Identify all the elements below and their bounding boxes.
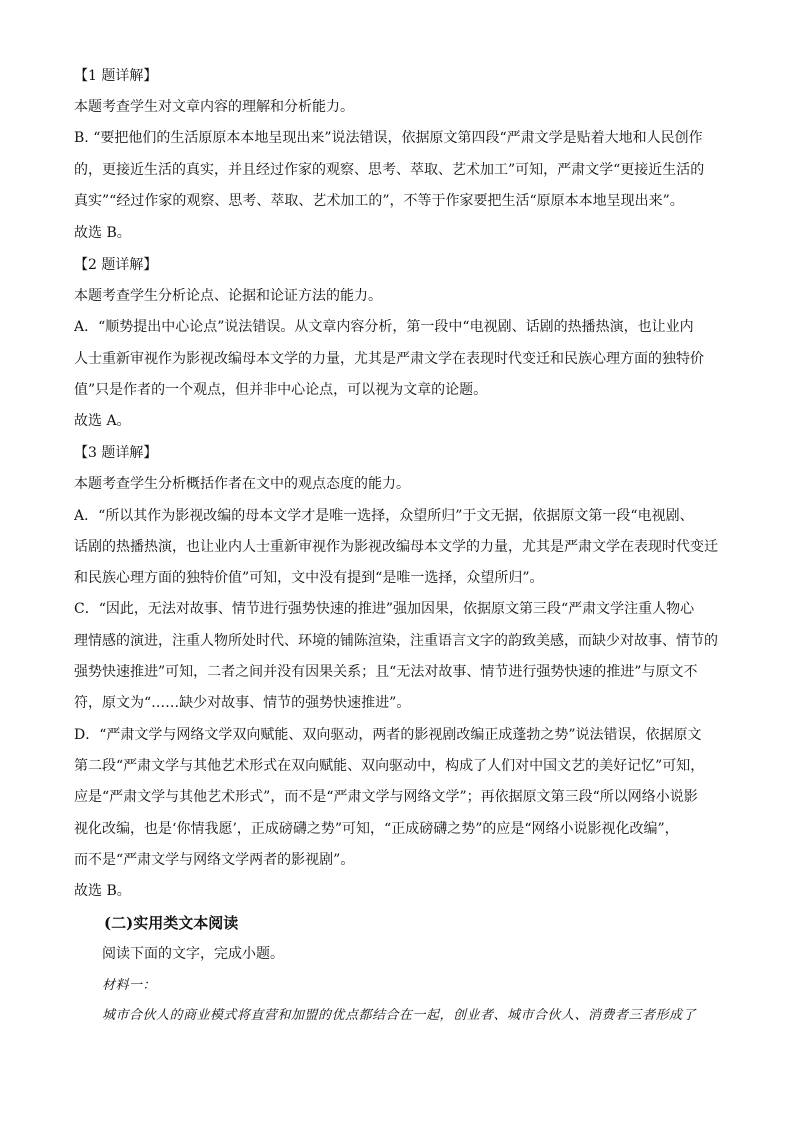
q3-line-1: A．“所以其作为影视改编的母本文学才是唯一选择，众望所归”于文无据，依据原文第一段“电视剧、 bbox=[74, 508, 694, 524]
q2-line-1: A．“顺势提出中心论点”说法错误。从文章内容分析，第一段中“电视剧、话剧的热播热演，也让业内 bbox=[74, 319, 694, 335]
q2-line-2: 人士重新审视作为影视改编母本文学的力量，尤其是严肃文学在表现时代变迁和民族心理方面的独特价 bbox=[74, 351, 704, 367]
material-text: 城市合伙人的商业模式将直营和加盟的优点都结合在一起，创业者、城市合伙人、消费者三者形成了 bbox=[102, 1008, 697, 1023]
q3-line-5: 理情感的演进，注重人物所处时代、环境的铺陈渲染，注重语言文字的韵致美感，而缺少对故事、情节的 bbox=[74, 633, 718, 649]
q3-intro: 本题考查学生分析概括作者在文中的观点态度的能力。 bbox=[74, 476, 410, 492]
q3-line-6: 强势快速推进”可知，二者之间并没有因果关系；且“无法对故事、情节进行强势快速的推进”与原文不 bbox=[74, 664, 698, 680]
q3-line-2: 话剧的热播热演，也让业内人士重新审视作为影视改编母本文学的力量，尤其是严肃文学在表现时代变迁 bbox=[74, 539, 718, 555]
material-label: 材料一： bbox=[102, 978, 157, 993]
q1-line-1: B. “要把他们的生活原原本本地呈现出来”说法错误，依据原文第四段“严肃文学是贴着大地和人民创作 bbox=[74, 130, 703, 146]
q3-line-3: 和民族心理方面的独特价值”可知，文中没有提到“是唯一选择，众望所归”。 bbox=[74, 570, 544, 586]
q3-line-9: 第二段“严肃文学与其他艺术形式在双向赋能、双向驱动中，构成了人们对中国文艺的美好记忆”可知， bbox=[74, 758, 705, 774]
q1-intro: 本题考查学生对文章内容的理解和分析能力。 bbox=[74, 99, 354, 115]
section-title: (二)实用类文本阅读 bbox=[104, 914, 239, 932]
q2-answer: 故选 A。 bbox=[74, 413, 131, 429]
q2-intro: 本题考查学生分析论点、论据和论证方法的能力。 bbox=[74, 288, 382, 304]
q1-heading: 【1 题详解】 bbox=[74, 68, 158, 84]
q1-answer: 故选 B。 bbox=[74, 225, 131, 241]
q3-line-4: C．“因此，无法对故事、情节进行强势快速的推进”强加因果，依据原文第三段“严肃文学注重人物心 bbox=[74, 601, 695, 617]
q3-line-8: D．“严肃文学与网络文学双向赋能、双向驱动，两者的影视剧改编正成蓬勃之势”说法错误，依据原文 bbox=[74, 727, 702, 743]
q3-heading: 【3 题详解】 bbox=[74, 445, 158, 461]
section-instruction: 阅读下面的文字，完成小题。 bbox=[102, 946, 284, 962]
q3-line-12: 而不是“严肃文学与网络文学两者的影视剧”。 bbox=[74, 852, 355, 868]
q3-answer: 故选 B。 bbox=[74, 883, 131, 899]
q3-line-7: 符，原文为“……缺少对故事、情节的强势快速推进”。 bbox=[74, 695, 411, 711]
q2-heading: 【2 题详解】 bbox=[74, 257, 158, 273]
q1-line-3: 真实”“经过作家的观察、思考、萃取、艺术加工的”，不等于作家要把生活“原原本本地呈现出来”。 bbox=[74, 193, 684, 209]
q3-line-11: 视化改编，也是‘你情我愿’，正成磅礴之势”可知，“正成磅礴之势”的应是“网络小说影视化改编”， bbox=[74, 821, 679, 837]
q3-line-10: 应是“严肃文学与其他艺术形式”，而不是“严肃文学与网络文学”；再依据原文第三段“所以网络小说影 bbox=[74, 789, 698, 805]
q1-line-2: 的，更接近生活的真实，并且经过作家的观察、思考、萃取、艺术加工”可知，严肃文学“更接近生活的 bbox=[74, 162, 705, 178]
q2-line-3: 值”只是作者的一个观点，但并非中心论点，可以视为文章的论题。 bbox=[74, 382, 488, 398]
